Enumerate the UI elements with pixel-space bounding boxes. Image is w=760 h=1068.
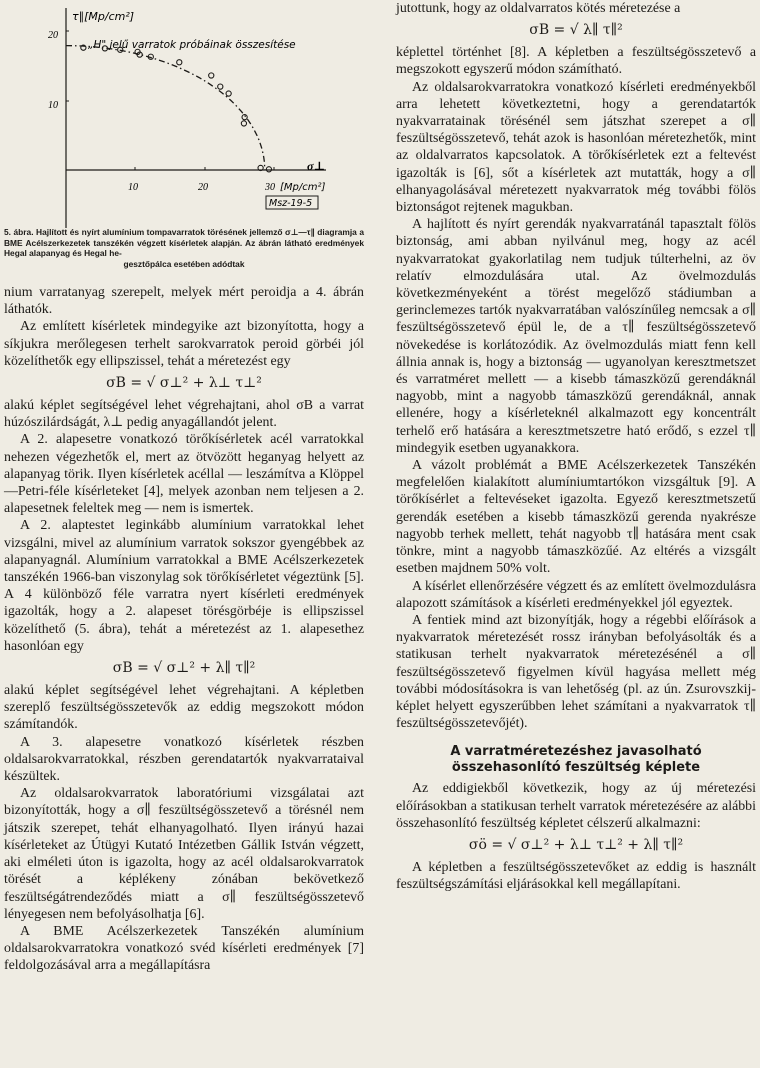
right-paragraph-5: A vázolt problémát a BME Acélszerkezetek Tanszékén megfelelően kialakított alumíniumtartókon vizsgáltuk [9]. A törőkísérlet a feltevéseket igazolta. Egyező keresztmetszetű gerendák esetében a kisebb támaszközű gerenda nyakrésze nagyobb terhek mellett, tehát nagyobb τ∥ hatására ment csak tönkre, mint a nagyobb támaszközűé. Az eltérés a vizsgált esetben majdnem 50% volt. bbox=[396, 458, 756, 577]
left-paragraph-8: Az oldalsarokvarratok laboratóriumi vizsgálatai azt bizonyították, hogy a σ∥ feszültségösszetevő a törésnél nem játszik szerepet, tehát elhanyagolható. Ilyen irányú hazai kísérleteket az Útügyi Kutató Intézetben Gállik István végzett, aki elméleti úton is igazolta, hogy az acél oldalsarokvarratok törését a képlékeny zónában bekövetkező feszültségátrendeződés miatt a σ∥ feszültségösszetevő lényegesen nem befolyásolhatja [6]. bbox=[4, 786, 364, 922]
data-point-14 bbox=[266, 167, 271, 172]
left-paragraph-3: alakú képlet segítségével lehet végrehajtani, ahol σB a varrat húzószilárdságát, λ⊥ pedig anyagállandót jelent. bbox=[4, 398, 364, 431]
data-points bbox=[81, 45, 272, 172]
left-paragraph-2: Az említett kísérletek mindegyike azt bizonyította, hogy a síkjukra merőlegesen terhelt sarokvarratok peroid görbéi jól közelíthetők egy ellipszissel, tehát a méretezést egy bbox=[4, 319, 364, 369]
right-paragraph-7: A fentiek mind azt bizonyítják, hogy a régebbi előírások a nyakvarratok méretezését rossz irányban befolyásolták és a statikusan terhelt nyakvarratok méretezésénél a σ∥ feszültségösszetevő figyelmen kívül hagyása mellett még további módosításokra is van lehetőség (pl. az ún. Zsurovszkij-képlet helyett egyszerűbben lehet számítani a nyakvarratok τ∥ feszültségösszetevőjét). bbox=[396, 612, 756, 732]
data-point-10 bbox=[226, 91, 231, 96]
caption-text: 5. ábra. Hajlított és nyírt alumínium tompavarratok törésének jellemző σ⊥—τ∥ diagramja a BME Acélszerkezetek tanszékén végzett kísérletek alapján. Az ábrán látható eredmények Hegal alapanyag és Hegal he- bbox=[4, 227, 364, 258]
failure-curve bbox=[66, 46, 265, 170]
formula-side-weld: σB = √ λ∥ τ∥² bbox=[529, 22, 623, 39]
x-tick-30: 30 bbox=[265, 182, 275, 193]
right-column bbox=[396, 0, 756, 893]
y-tick-20: 20 bbox=[48, 30, 58, 41]
right-paragraph-3: Az oldalsarokvarratokra vonatkozó kísérleti eredményekből arra lehetett következtetni, hogy a gerendatartók nyakvarratainak törésénél sem játszhat szerepet a σ∥ feszültségösszetevő, tehát azok is hasonlóan méretezhetők, mint az oldalvarratos kapcsolatok. A törőkísérletek ezt a feltevést igazolták is [6], sőt a kísérletek azt mutatták, hogy a σ∥ elhanyagolásával méretezett nyakvarratok még további fölös biztonságot rejtenek magukban. bbox=[396, 79, 756, 216]
formula-sigma-b-parallel: σB = √ σ⊥² + λ∥ τ∥² bbox=[112, 660, 256, 677]
formula-sigma-b-perp: σB = √ σ⊥² + λ⊥ τ⊥² bbox=[106, 375, 262, 392]
failure-diagram bbox=[4, 0, 364, 230]
right-paragraph-4: A hajlított és nyírt gerendák nyakvarratánál tapasztalt fölös biztonság, ami abban nyilvánul meg, hogy az acél nyakvarratokat gyakorlatilag nem tudjuk túlterhelni, az öv relatív elmozdulására utal. Az övelmozdulás következményeként a törést megelőző stádiumban a gerinclemezes tartók nyakvarratában valószínűleg nemcsak a σ∥ feszültségösszetevő épül le, de a τ∥ feszültségösszetevő növekedése is korlátozódik. Az övelmozdulás miatt fenn kell állnia annak is, hogy a biztonság — ugyanolyan keresztmetszet és varratméret mellett — a kisebb támaszközű gerendáknál nagyobb, mint a nagyobb támaszközű gerendáknál, annak ellenére, hogy a kísérleteknél alkalmazott egy koncentrált terhelő erő hatására a keresztmetszetre ható erődő, s ezzel τ∥ mindegyik esetben ugyanakkora. bbox=[396, 217, 756, 456]
data-point-7 bbox=[177, 60, 182, 65]
figure-caption bbox=[4, 227, 364, 269]
x-tick-10: 10 bbox=[128, 182, 138, 193]
formula-comparison-stress: σö = √ σ⊥² + λ⊥ τ⊥² + λ∥ τ∥² bbox=[468, 836, 684, 853]
left-paragraph-5: A 2. alaptestet leginkább alumínium varratokkal lehet vizsgálni, mivel az alumínium varratok sokszor gyengébbek az alapanyagnál. Alumínium varratokkal a BME Acélszerkezetek tanszékén 1966-ban viszonylag sok törőkísérletet végeztünk [5]. A 4 különböző féle varratra nyert kísérleti eredmények igazolták, hogy a 2. alapeset törésgörbéje is ellipszissel közelíthető (5. ábra), tehát a méretezést az 1. alapesethez hasonlóan egy bbox=[4, 518, 364, 654]
left-paragraph-1: nium varratanyag szerepelt, melyek mért peroidja a 4. ábrán láthatók. bbox=[4, 285, 364, 318]
right-paragraph-9: A képletben a feszültségösszetevőket az eddig is használt feszültségszámítási eljárásokkal kell megállapítani. bbox=[396, 859, 756, 893]
right-paragraph-2: képlettel történhet [8]. A képletben a feszültségösszetevő a megszokott egyszerű módon számítható. bbox=[396, 45, 756, 78]
data-point-12 bbox=[241, 121, 246, 126]
data-point-8 bbox=[209, 73, 214, 78]
left-paragraph-6: alakú képlet segítségével lehet végrehajtani. A képletben szereplő feszültségösszetevők az eddig megszokott módon számítandók. bbox=[4, 683, 364, 733]
right-paragraph-1: jutottunk, hogy az oldalvarratos kötés méretezése a bbox=[396, 1, 681, 16]
left-paragraph-4: A 2. alapesetre vonatkozó törőkísérletek acél varratokkal nehezen végezhetők el, mert az ötvözött heganyag helyett az alapanyag törik. Ilyen kísérletek acéllal — leszámítva a Klöppel—Petri-féle kísérleteket [4], melyek azonban nem teljesen a 2. alapesetnek feleltek meg — nem is ismertek. bbox=[4, 432, 364, 517]
x-tick-20: 20 bbox=[198, 182, 208, 193]
y-axis-label: τ∥[Mp/cm²] bbox=[72, 10, 135, 23]
legend-text: „H" jelű varratok próbáinak összesítése bbox=[88, 39, 296, 51]
data-point-11 bbox=[242, 115, 247, 120]
x-unit-label: [Mp/cm²] bbox=[280, 182, 326, 193]
stamp-text: Msz-19-5 bbox=[269, 198, 313, 209]
figure-5 bbox=[4, 0, 364, 284]
y-tick-10: 10 bbox=[48, 100, 58, 111]
right-paragraph-6: A kísérlet ellenőrzésére végzett és az említett övelmozdulásra alapozott számítások a kísérleti eredményekkel jól egyeztek. bbox=[396, 578, 756, 611]
left-paragraph-9: A BME Acélszerkezetek Tanszékén alumínium oldalsarokvarratokra vonatkozó svéd kísérleti eredmények [7] feldolgozásával arra a megállapításra bbox=[4, 923, 364, 974]
left-paragraph-7: A 3. alapesetre vonatkozó kísérletek részben oldalsarokvarratokkal, részben gerendatartók nyakvarrataival készültek. bbox=[4, 734, 364, 785]
data-point-9 bbox=[218, 84, 223, 89]
section-heading: A varratméretezéshez javasolható összehasonlító feszültség képlete bbox=[450, 744, 702, 776]
left-column bbox=[4, 0, 364, 975]
caption-last-line: gesztőpálca esetében adódtak bbox=[123, 258, 245, 269]
x-axis-label: σ⊥ bbox=[307, 159, 325, 173]
right-paragraph-8: Az eddigiekből következik, hogy az új méretezési előírásokban a statikusan terhelt varratok méretezésére az alábbi összehasonlító feszültség képletet célszerű alkalmazni: bbox=[396, 781, 756, 831]
